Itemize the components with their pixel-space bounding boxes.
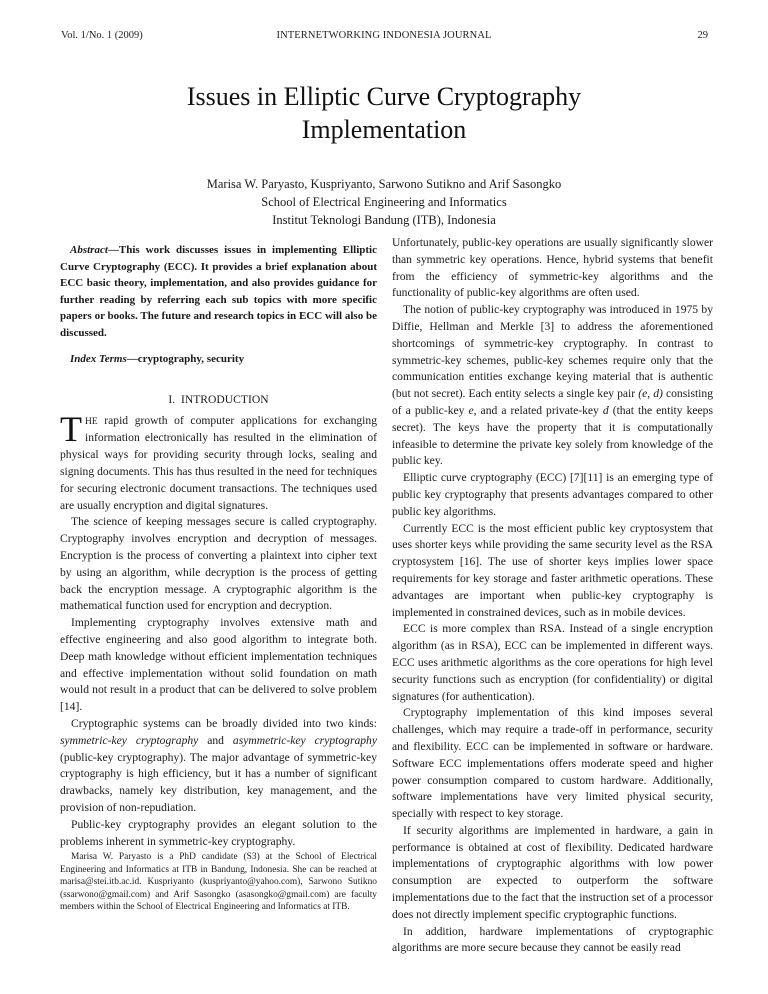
term-symmetric: symmetric-key cryptography xyxy=(60,733,199,747)
author-names: Marisa W. Paryasto, Kuspriyanto, Sarwono Sutikno and Arif Sasongko xyxy=(206,177,562,191)
intro-p4-c: (public-key cryptography). The major advantage of symmetric-key cryptography is high efficiency, but it has a number of significant drawbacks, namely key distribution, key management, and the provision of non-repudiation. xyxy=(60,750,377,814)
intro-p1-text: rapid growth of computer applications for exchanging information electronically has resulted in the elimination of physical ways for providing security through locks, sealing and signing documents. This has thus resulted in the need for techniques for securing electronic document transactions. The techniques used are usually encryption and digital signatures. xyxy=(60,413,377,512)
journal-name: INTERNETWORKING INDONESIA JOURNAL xyxy=(276,30,492,41)
right-paragraph-1: Unfortunately, public-key operations are usually significantly slower than symmetric key operations. Hence, hybrid systems that benefit from the efficiency of symmetric-key algorithms and the functionality of public-key algorithms are often used. xyxy=(392,236,713,300)
affiliation-institute: Institut Teknologi Bandung (ITB), Indonesia xyxy=(272,213,496,227)
rp2-a: The notion of public-key cryptography was introduced in 1975 by Diffie, Hellman and Merkle [3] to address the aforementioned shortcomings of symmetric-key cryptography. In contrast to symmetric-key schemes, public-key schemes require only that the communication entities exchange keying material that is authentic (but not secret). Each entity selects a single key pair xyxy=(392,303,713,401)
right-paragraph-8: In addition, hardware implementations of cryptographic algorithms are more secure because they cannot be easily read xyxy=(392,924,713,955)
abstract-label: Abstract xyxy=(70,244,108,256)
index-terms-label: Index Terms xyxy=(70,353,127,365)
intro-p4-b: and xyxy=(207,733,224,747)
page-number: 29 xyxy=(697,30,708,41)
intro-paragraph-2: The science of keeping messages secure is called cryptography. Cryptography involves encryption and decryption of messages. Encryption is the process of converting a plaintext into cipher text by using an algorithm, while decryption is the process of getting back the encryption message. A cryptographic algorithm is the mathematical function used for encryption and decryption. xyxy=(60,515,377,613)
drop-cap: T xyxy=(60,408,82,449)
right-paragraph-5: ECC is more complex than RSA. Instead of a single encryption algorithm (as in RSA), ECC can be implemented in different ways. ECC uses arithmetic algorithms as the core operations for high level security functions such as encryption (for confidentiality) or digital signatures (for authentication). xyxy=(392,622,713,703)
abstract: Abstract—This work discusses issues in implementing Elliptic Curve Cryptography (ECC). It provides a brief explanation about ECC basic theory, implementation, and also provides guidance for further reading by referring each sub topics with more specific papers or books. The future and research topics in ECC will also be discussed. xyxy=(60,244,377,339)
rp2-keypair: (e, d) xyxy=(638,387,663,401)
right-paragraph-6: Cryptography implementation of this kind imposes several challenges, which may require a trade-off in performance, security and flexibility. ECC can be implemented in software or hardware. Software ECC implementations offers moderate speed and higher power consumption compared to custom hardware. Additionally, software implementations have very limited physical security, specially with respect to key storage. xyxy=(392,706,713,821)
intro-smallcaps: HE xyxy=(85,416,98,427)
intro-paragraph-5: Public-key cryptography provides an elegant solution to the problems inherent in symmetric-key cryptography. xyxy=(60,817,377,848)
rp2-rest: (that the entity keeps secret). The keys have the property that it is computationally infeasible to determine the private key solely from knowledge of the public key. xyxy=(392,403,713,468)
rp2-b: consisting of a public-key xyxy=(392,387,713,417)
right-column xyxy=(392,235,713,957)
paper-title xyxy=(0,80,768,146)
intro-paragraph-4 xyxy=(60,716,377,817)
journal-volume: Vol. 1/No. 1 (2009) xyxy=(61,30,143,41)
right-paragraph-7: If security algorithms are implemented in hardware, a gain in performance is obtained at cost of flexibility. Dedicated hardware implementations of cryptographic algorithms with low power consumption are expected to outperform the software implementations due to the fact that the instruction set of a processor does not directly implement specific cryptographic functions. xyxy=(392,823,713,921)
intro-paragraph-3: Implementing cryptography involves extensive math and effective engineering and also good algorithm to integrate both. Deep math knowledge without efficient implementation techniques and effective implementation without solid foundation on math would not result in a product that can be delivered to solve problem [14]. xyxy=(60,616,377,714)
rp2-d: d xyxy=(602,403,609,417)
index-terms-text: cryptography, security xyxy=(137,353,245,365)
right-paragraph-4: Currently ECC is the most efficient public key cryptosystem that uses shorter keys while providing the same security level as the RSA cryptosystem [16]. The use of shorter keys implies lower space requirements for key storage and faster arithmetic operations. These advantages are important when public-key cryptography is implemented in constrained devices, such as in mobile devices. xyxy=(392,521,713,619)
section-heading-introduction xyxy=(60,392,377,409)
intro-paragraph-1 xyxy=(60,408,377,515)
left-column xyxy=(60,235,377,850)
author-block xyxy=(0,175,768,229)
section-number: I. xyxy=(168,392,176,406)
term-asymmetric: asymmetric-key cryptography xyxy=(232,733,378,747)
footnote-text: Marisa W. Paryasto is a PhD candidate (S3) at the School of Electrical Engineering and Informatics at ITB in Bandung, Indonesia. She can be reached at marisa@stei.itb.ac.id. Kuspriyanto (kuspriyanto@yahoo.com), Sarwono Sutikno (ssarwono@gmail.com) and Arif Sasongko (asasongko@gmail.com) are faculty members within the School of Electrical Engineering and Informatics at ITB. xyxy=(60,852,377,913)
intro-p4-a: Cryptographic systems can be broadly divided into two kinds: xyxy=(71,716,377,730)
title-line-1: Issues in Elliptic Curve Cryptography xyxy=(186,82,582,111)
rp2-e: e xyxy=(468,403,474,417)
right-paragraph-2 xyxy=(392,302,713,470)
author-footnote xyxy=(60,851,377,914)
section-title: INTRODUCTION xyxy=(180,392,269,406)
title-line-2: Implementation xyxy=(301,115,467,144)
affiliation-school: School of Electrical Engineering and Informatics xyxy=(261,195,507,209)
rp2-c: , and a related private-key xyxy=(473,403,599,417)
index-terms: Index Terms—cryptography, security xyxy=(70,353,245,365)
abstract-text: This work discusses issues in implementing Elliptic Curve Cryptography (ECC). It provides a brief explanation about ECC basic theory, implementation, and also provides guidance for further reading by referring each sub topics with more specific papers or books. The future and research topics in ECC will also be discussed. xyxy=(60,244,377,339)
right-paragraph-3: Elliptic curve cryptography (ECC) [7][11] is an emerging type of public key cryptography that presents advantages compared to other public key algorithms. xyxy=(392,471,713,518)
